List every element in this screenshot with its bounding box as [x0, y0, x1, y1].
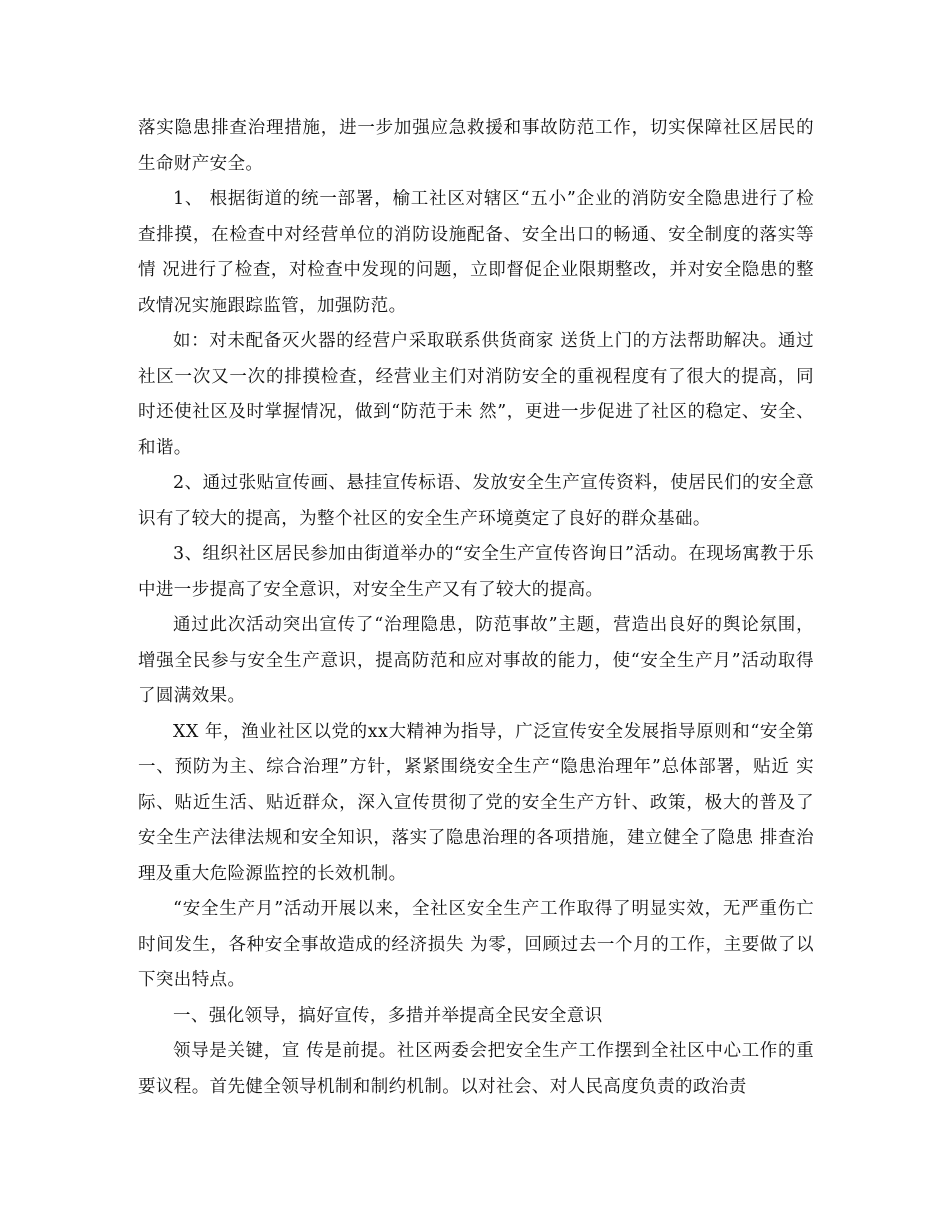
paragraph-leadership: 领导是关键，宣 传是前提。社区两委会把安全生产工作摆到全社区中心工作的重要议程。首先健全领导机制和制约机制。以对社会、对人民高度负责的政治责 [138, 1041, 814, 1097]
paragraph-item-3: 3、组织社区居民参加由街道举办的“安全生产宣传咨询日”活动。在现场寓教于乐中进一步提高了安全意识，对安全生产又有了较大的提高。 [138, 544, 814, 600]
paragraph-safety-month: “安全生产月”活动开展以来，全社区安全生产工作取得了明显实效，无严重伤亡时间发生，各种安全事故造成的经济损失 为零，回顾过去一个月的工作，主要做了以下突出特点。 [138, 899, 814, 990]
paragraph-summary: 通过此次活动突出宣传了“治理隐患，防范事故”主题，营造出良好的舆论氛围，增强全民参与安全生产意识，提高防范和应对事故的能力，使“安全生产月”活动取得了圆满效果。 [138, 615, 814, 706]
paragraph-year-overview: XX 年，渔业社区以党的xx大精神为指导，广泛宣传安全发展指导原则和“安全第一、预防为主、综合治理”方针，紧紧围绕安全生产“隐患治理年”总体部署，贴近 实际、贴近生活、贴近群众，深入宣传贯彻了党的安全生产方针、政策，极大的普及了安全生产法律法规和安全知识，落实了隐患治理的各项措施，建立健全了隐患 排查治理及重大危险源监控的长效机制。 [138, 721, 814, 884]
document-body [138, 111, 814, 1105]
paragraph-example: 如：对未配备灭火器的经营户采取联系供货商家 送货上门的方法帮助解决。通过社区一次又一次的排摸检查，经营业主们对消防安全的重视程度有了很大的提高，同时还使社区及时掌握情况，做到“防范于未 然”，更进一步促进了社区的稳定、安全、和谐。 [138, 331, 814, 458]
paragraph-item-2: 2、通过张贴宣传画、悬挂宣传标语、发放安全生产宣传资料，使居民们的安全意识有了较大的提高，为整个社区的安全生产环境奠定了良好的群众基础。 [138, 473, 814, 529]
section-heading: 一、强化领导，搞好宣传，多措并举提高全民安全意识 [173, 1005, 603, 1026]
paragraph-item-1: 1、 根据街道的统一部署，榆工社区对辖区“五小”企业的消防安全隐患进行了检查排摸，在检查中对经营单位的消防设施配备、安全出口的畅通、安全制度的落实等情 况进行了检查，对检查中发现的问题，立即督促企业限期整改，并对安全隐患的整改情况实施跟踪监管，加强防范。 [138, 189, 814, 316]
paragraph-continuation: 落实隐患排查治理措施，进一步加强应急救援和事故防范工作，切实保障社区居民的生命财产安全。 [138, 118, 814, 174]
